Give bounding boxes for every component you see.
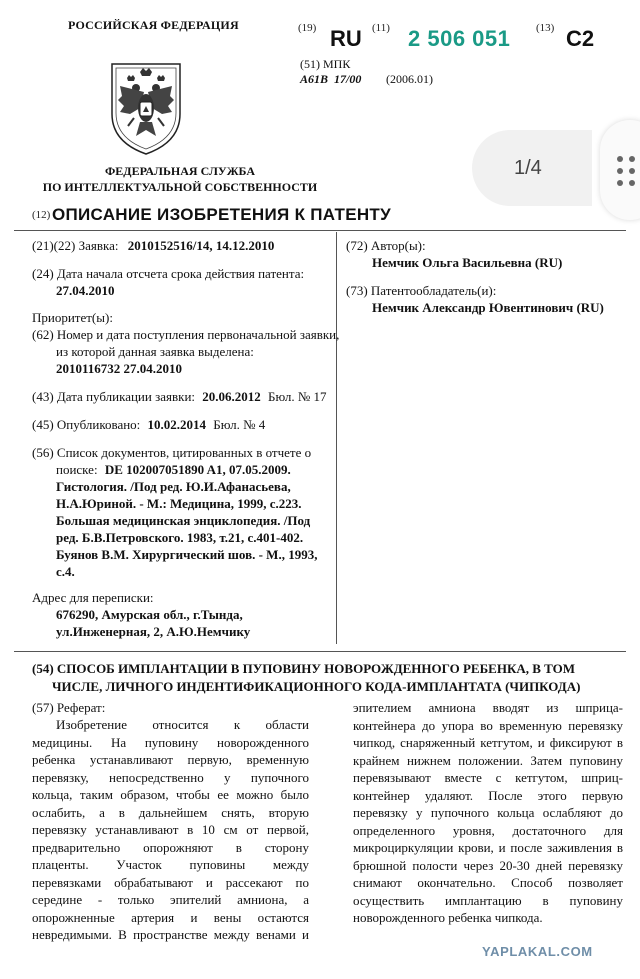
published-row — [32, 416, 265, 434]
references-line-3: Гистология. /Под ред. Ю.И.Афанасьева, — [56, 479, 291, 494]
references-line-7: Буянов В.М. Хирургический шов. - М., 1993, — [56, 547, 318, 562]
abstract-right-line: контейнер удаляют. После этого первую — [353, 787, 623, 803]
references-search-label: поиске: — [56, 462, 98, 477]
application-value: 2010152516/14, 14.12.2010 — [127, 238, 275, 253]
abstract-left-line: перевязку, непосредственно у пупочного — [32, 769, 309, 785]
patent-kind: C2 — [566, 26, 595, 51]
application-label: (21)(22) Заявка: — [32, 238, 119, 253]
references-line-4: Н.А.Юриной. - М.: Медицина, 1999, с.223. — [56, 496, 302, 511]
abstract-left-line: медицины. На пуповину новорожденного — [32, 734, 309, 750]
priority-line-2: из которой данная заявка выделена: — [56, 344, 254, 359]
term-label: (24) Дата начала отсчета срока действия патента: — [32, 266, 305, 281]
abstract-right-line: микроциркуляции крови, и после заживления в — [353, 840, 623, 855]
owners-label: (73) Патентообладатель(и): — [346, 283, 497, 298]
abstract-left-column — [32, 716, 309, 944]
priority-label: Приоритет(ы): — [32, 310, 113, 325]
abstract-right-line: брюшной полости через 20-30 дней перевязку — [353, 857, 623, 873]
priority-value: 2010116732 27.04.2010 — [56, 361, 183, 376]
address-line-1: 676290, Амурская обл., г.Тында, — [56, 607, 243, 622]
references-line-2 — [56, 461, 291, 479]
abstract-right-line: снимают окончательно. Способ позволяет — [353, 875, 623, 890]
abstract-right-line: перевязывают вместе с кетгутом, шприц- — [353, 770, 623, 785]
agency-line-2: ПО ИНТЕЛЛЕКТУАЛЬНОЙ СОБСТВЕННОСТИ — [42, 180, 318, 194]
owners-value: Немчик Александр Ювентинович (RU) — [372, 300, 604, 315]
abstract-right-line: чипкод, снаряженный кетгутом, и фиксируют в — [353, 735, 623, 750]
references-line-8: с.4. — [56, 564, 75, 579]
references-line-6: ред. Б.В.Петровского. 1983, т.21, с.401-402. — [56, 530, 304, 545]
country-code: RU — [330, 26, 362, 51]
watermark: YAPLAKAL.COM — [482, 944, 593, 959]
document-title: ОПИСАНИЕ ИЗОБРЕТЕНИЯ К ПАТЕНТУ — [52, 205, 391, 224]
abstract-left-line: Изобретение относится к области — [56, 717, 309, 732]
abstract-label: (57) Реферат: — [32, 700, 106, 715]
abstract-left-line: перевязку устанавливают в 10 см от первой, — [32, 822, 309, 837]
abstract-left-line: ребенка устанавливают первую, временную — [32, 752, 309, 767]
published-bulletin: Бюл. № 4 — [213, 417, 266, 432]
abstract-left-line: плаценты. Участок пуповины между — [32, 857, 309, 872]
abstract-right-column — [353, 699, 623, 927]
abstract-right-line: новорожденного ребенка чипкода. — [353, 910, 543, 925]
abstract-right-line: перевязку у пупочного кольца ослабляют до — [353, 805, 623, 820]
application-row — [32, 237, 274, 255]
abstract-right-line: крайнем нижнем положении. Затем пуповину — [353, 752, 623, 768]
term-value: 27.04.2010 — [56, 283, 115, 298]
abstract-left-line: опорожненные артерия и вены остаются — [32, 909, 309, 925]
ipc-label: (51) МПК — [300, 57, 351, 71]
address-line-2: ул.Инженерная, 2, А.Ю.Немчику — [56, 624, 251, 639]
divider-middle — [14, 651, 626, 652]
dots-grid-icon[interactable] — [600, 120, 640, 220]
code-11: (11) — [372, 22, 390, 34]
publication-date: 20.06.2012 — [202, 389, 261, 404]
publication-bulletin: Бюл. № 17 — [268, 389, 327, 404]
address-label: Адрес для переписки: — [32, 590, 154, 605]
abstract-right-line: определенного уровня, достаточного для — [353, 822, 623, 838]
title-code: (12) — [32, 209, 51, 221]
ipc-date: (2006.01) — [386, 72, 433, 86]
column-divider — [336, 232, 337, 644]
abstract-right-line: осуществить имплантацию в пуповину — [353, 892, 623, 908]
country-name: РОССИЙСКАЯ ФЕДЕРАЦИЯ — [68, 18, 239, 32]
published-date: 10.02.2014 — [147, 417, 207, 432]
code-19: (19) — [298, 22, 317, 34]
priority-line-1: (62) Номер и дата поступления первоначальной заявки, — [32, 327, 340, 342]
agency-line-1: ФЕДЕРАЛЬНАЯ СЛУЖБА — [105, 164, 255, 178]
publication-label: (43) Дата публикации заявки: — [32, 389, 196, 404]
references-line-1: (56) Список документов, цитированных в отчете о — [32, 445, 312, 460]
abstract-right-line: контейнера до упора во временную перевязку — [353, 717, 623, 733]
patent-number: 2 506 051 — [408, 26, 511, 51]
authors-value: Немчик Ольга Васильевна (RU) — [372, 255, 563, 270]
abstract-left-line: перевязками обрабатывают и рассекают по — [32, 874, 309, 890]
authors-label: (72) Автор(ы): — [346, 238, 426, 253]
ipc-class: A61B 17/00 — [300, 72, 362, 86]
abstract-left-line: кольца, таким образом, чтобы ее можно было — [32, 787, 309, 802]
references-de-doc: DE 102007051890 A1, 07.05.2009. — [104, 462, 291, 477]
page-indicator: 1/4 — [514, 157, 542, 179]
divider-top — [14, 230, 626, 231]
abstract-left-line: ослабить, а в дальнейшем снять, вторую — [32, 804, 309, 820]
invention-title-line-1: (54) СПОСОБ ИМПЛАНТАЦИИ В ПУПОВИНУ НОВОРОЖДЕННОГО РЕБЕНКА, В ТОМ — [32, 661, 576, 676]
publication-row — [32, 388, 327, 406]
published-label: (45) Опубликовано: — [32, 417, 141, 432]
invention-title-line-2: ЧИСЛЕ, ЛИЧНОГО ИНДЕНТИФИКАЦИОННОГО КОДА-ИМПЛАНТАТА (ЧИПКОДА) — [52, 679, 581, 694]
coat-of-arms-emblem — [100, 56, 192, 158]
abstract-left-line: середине - только эпителий амниона, а — [32, 892, 309, 907]
abstract-left-line: невредимыми. В пространстве между венами и — [32, 927, 309, 942]
code-13: (13) — [536, 22, 555, 34]
abstract-right-line: эпителием амниона вводят из шприца- — [353, 700, 623, 715]
abstract-left-line: предварительно опорожняют в сторону — [32, 839, 309, 855]
references-line-5: Большая медицинская энциклопедия. /Под — [56, 513, 311, 528]
